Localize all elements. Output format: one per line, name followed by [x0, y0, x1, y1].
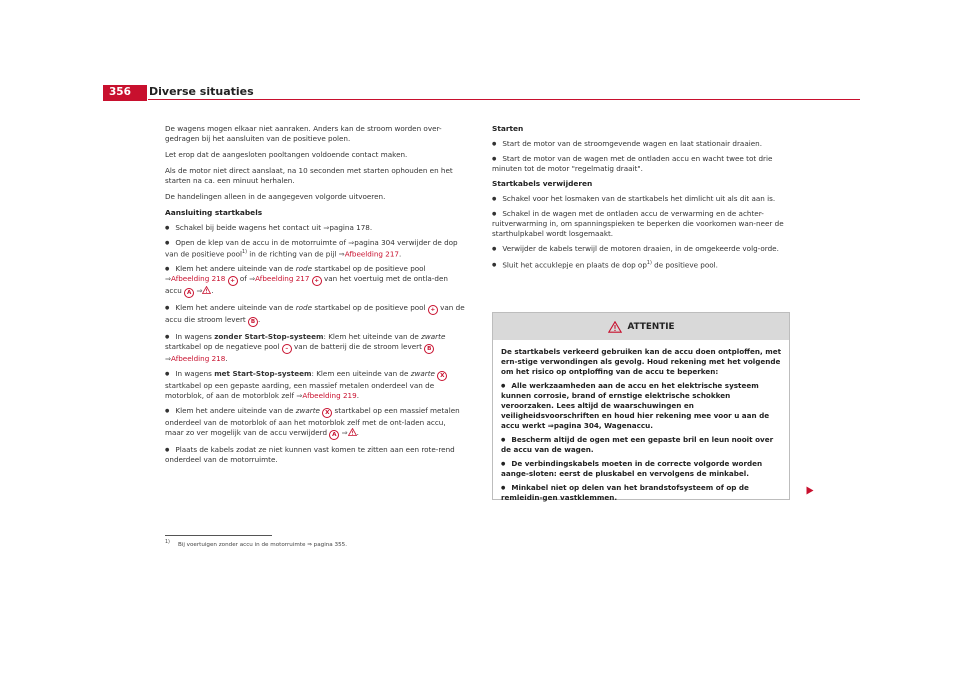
- warning-item: ● Alle werkzaamheden aan de accu en het elektrische systeem kunnen corrosie, brand of ernstige elektrische schokken veroorzaken. Lees altijd de waarschuwingen en veiligheidsvoorschriften en houd hier rekening mee voor u aan de accu werkt ⇒pagina 304, Wagenaccu.: [501, 381, 781, 431]
- paragraph: De handelingen alleen in de aangegeven volgorde uitvoeren.: [165, 192, 386, 201]
- list-item: ● Start de motor van de stroomgevende wagen en laat stationair draaien.: [492, 139, 792, 149]
- plus-pole-icon: +: [228, 276, 238, 286]
- callout-b-icon: B: [424, 344, 434, 354]
- list-item: ● Plaats de kabels zodat ze niet kunnen vast komen te zitten aan een rote-rend onderdeel van de motorruimte.: [165, 445, 465, 465]
- callout-b-icon: B: [248, 317, 258, 327]
- figure-link[interactable]: Afbeelding 218: [171, 354, 226, 364]
- callout-x-icon: X: [322, 408, 332, 418]
- list-item: ● Schakel in de wagen met de ontladen accu de verwarming en de achter-ruitverwarming in, om spanningspieken te beperken die voorkomen wan-neer de starthulpkabel wordt losgemaakt.: [492, 209, 792, 239]
- figure-link[interactable]: Afbeelding 217: [344, 249, 399, 259]
- paragraph: Als de motor niet direct aanslaat, na 10 seconden met starten ophouden en het starten na ca. een minuut herhalen.: [165, 166, 453, 185]
- section-heading: Startkabels verwijderen: [492, 179, 593, 188]
- warning-box: [492, 312, 790, 500]
- plus-pole-icon: +: [312, 276, 322, 286]
- paragraph: Let erop dat de aangesloten pooltangen voldoende contact maken.: [165, 150, 408, 159]
- page-number: 356: [103, 85, 147, 101]
- figure-link[interactable]: Afbeelding 218: [171, 274, 226, 284]
- page-link[interactable]: pagina 178: [329, 223, 370, 232]
- section-heading: Starten: [492, 124, 524, 133]
- warning-item: ● Minkabel niet op delen van het brandstofsysteem of op de remleidin-gen vastklemmen.: [501, 483, 781, 503]
- warning-title: ATTENTIE: [627, 321, 675, 332]
- list-item: ● Klem het andere uiteinde van de rode startkabel op de positieve pool ⇒Afbeelding 218 + of ⇒Afbeelding 217 + van het voertuig met de ontla-den accu A ⇒ .: [165, 264, 465, 298]
- list-item: ● Open de klep van de accu in de motorruimte of ⇒pagina 304 verwijder de dop van de positieve pool$^{1)}$ in de richting van de pijl ⇒Afbeelding 217.: [165, 238, 465, 259]
- page-link[interactable]: pagina 304, Wagenaccu: [553, 421, 651, 430]
- figure-link[interactable]: Afbeelding 219: [302, 391, 357, 401]
- header-rule: [148, 99, 860, 100]
- warning-item: ● Bescherm altijd de ogen met een gepaste bril en leun nooit over de accu van de wagen.: [501, 435, 781, 455]
- footnote-text: Bij voertuigen zonder accu in de motorruimte ⇒ pagina 355.: [177, 541, 347, 548]
- left-column: [165, 124, 465, 470]
- list-item: ● Schakel voor het losmaken van de startkabels het dimlicht uit als dit aan is.: [492, 194, 792, 204]
- callout-a-icon: A: [329, 430, 339, 440]
- right-column: [492, 124, 792, 275]
- figure-link[interactable]: Afbeelding 217: [255, 274, 310, 284]
- warning-item: ● De verbindingskabels moeten in de correcte volgorde worden aange-sloten: eerst de pluskabel en vervolgens de minkabel.: [501, 459, 781, 479]
- list-item: ● Verwijder de kabels terwijl de motoren draaien, in de omgekeerde volg-orde.: [492, 244, 792, 254]
- footnote: [165, 540, 347, 548]
- section-heading: Aansluiting startkabels: [165, 208, 263, 217]
- continue-arrow-icon: [806, 486, 814, 495]
- list-item: ● Klem het andere uiteinde van de rode startkabel op de positieve pool + van de accu die stroom levert B .: [165, 303, 465, 327]
- warning-triangle-icon[interactable]: [348, 428, 357, 436]
- plus-pole-icon: +: [428, 305, 438, 315]
- list-item: ● Klem het andere uiteinde van de zwarte X startkabel op een massief metalen onderdeel van de motorblok of aan het motorblok zelf met de ont-laden accu, maar zo ver mogelijk van de accu verwijderd A ⇒ .: [165, 406, 465, 440]
- warning-body: [493, 340, 789, 503]
- running-title: Diverse situaties: [149, 85, 254, 98]
- warning-header: [493, 313, 789, 340]
- list-item: ● Sluit het accuklepje en plaats de dop $op^{1)}$ de positieve pool.: [492, 259, 792, 270]
- page-link[interactable]: pagina 304: [354, 238, 395, 247]
- callout-a-icon: A: [184, 288, 194, 298]
- list-item: ● In wagens met Start-Stop-systeem: Klem een uiteinde van de zwarte X startkabel op een gepaste aarding, een massief metalen onderdeel van de motorblok, of aan de motorblok zelf ⇒Afbeelding 219.: [165, 369, 465, 401]
- minus-pole-icon: –: [282, 344, 292, 354]
- footnote-rule: [165, 535, 272, 536]
- footnote-marker: 1): [242, 250, 247, 255]
- list-item: ● In wagens zonder Start-Stop-systeem: Klem het uiteinde van de zwarte startkabel op de negatieve pool – van de batterij die de stroom levert B ⇒Afbeelding 218.: [165, 332, 465, 364]
- list-item: ● Start de motor van de wagen met de ontladen accu en wacht twee tot drie minuten tot de motor "regelmatig draait".: [492, 154, 792, 174]
- warning-intro: De startkabels verkeerd gebruiken kan de accu doen ontploffen, met ern-stige verwondingen als gevolg. Houd rekening met het volgende om het risico op ontploffing van de accu te beperken:: [501, 347, 782, 376]
- footnote-marker: 1): [165, 540, 170, 545]
- callout-x-icon: X: [437, 371, 447, 381]
- footnote-marker: 1): [646, 261, 652, 266]
- warning-triangle-icon: [608, 321, 622, 333]
- list-item: ● Schakel bij beide wagens het contact uit ⇒pagina 178.: [165, 223, 465, 233]
- paragraph: De wagens mogen elkaar niet aanraken. Anders kan de stroom worden over-gedragen bij het aansluiten van de positieve polen.: [165, 124, 442, 143]
